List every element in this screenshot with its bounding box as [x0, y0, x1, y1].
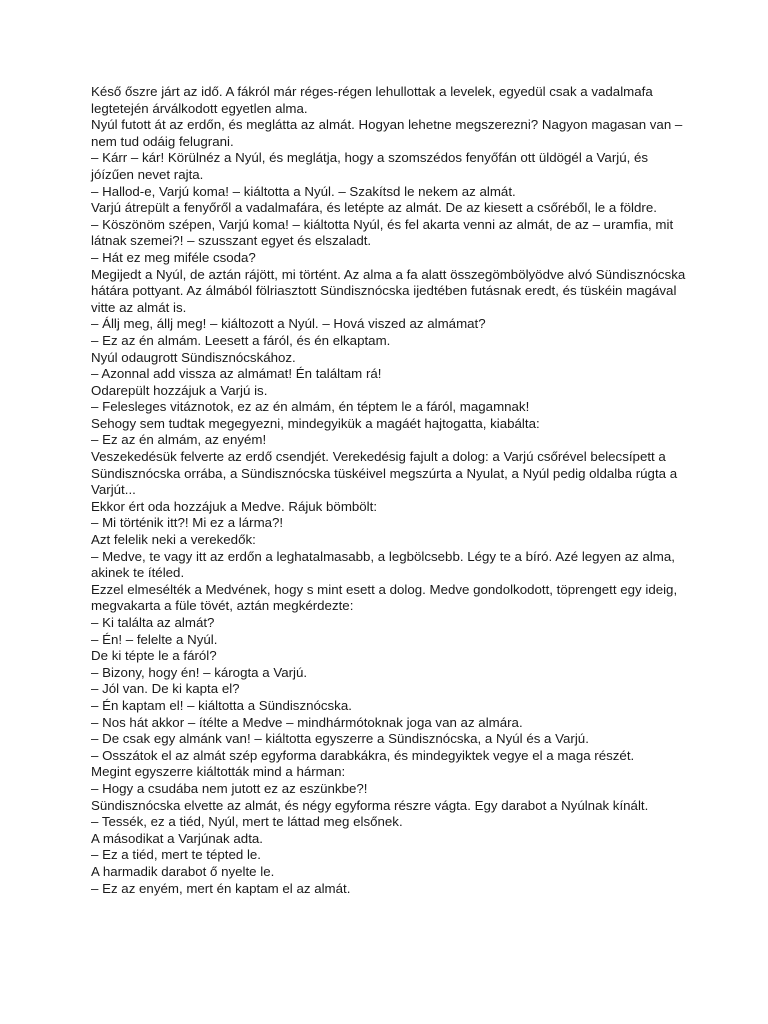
- paragraph: – Ez az enyém, mert én kaptam el az almát.: [91, 880, 351, 896]
- paragraph: A harmadik darabot ő nyelte le.: [91, 863, 275, 879]
- paragraph: – Mi történik itt?! Mi ez a lárma?!: [91, 515, 284, 531]
- paragraph: – Én kaptam el! – kiáltotta a Sündisznócska.: [91, 697, 352, 713]
- paragraph: – Hallod-e, Varjú koma! – kiáltotta a Nyúl. – Szakítsd le nekem az almát.: [91, 183, 516, 199]
- paragraph: – Felesleges vitáznotok, ez az én almám, én téptem le a fáról, magamnak!: [91, 399, 530, 415]
- paragraph: – Köszönöm szépen, Varjú koma! – kiáltotta Nyúl, és fel akarta venni az almát, de az – uramfia, mit látnak szemei?! – szusszant egyet és elszaladt.: [91, 216, 674, 249]
- paragraph: – Hát ez meg miféle csoda?: [91, 249, 256, 265]
- paragraph: – Ki találta az almát?: [91, 615, 215, 630]
- paragraph: Odarepült hozzájuk a Varjú is.: [91, 382, 268, 398]
- paragraph: – Bizony, hogy én! – károgta a Varjú.: [91, 664, 308, 680]
- paragraph: – Állj meg, állj meg! – kiáltozott a Nyúl. – Hová viszed az almámat?: [91, 316, 486, 332]
- paragraph: – Kárr – kár! Körülnéz a Nyúl, és meglátja, hogy a szomszédos fenyőfán ott üldögél a Varjú, és jóízűen nevet rajta.: [91, 150, 649, 182]
- paragraph: – Osszátok el az almát szép egyforma darabkákra, és mindegyiktek vegye el a maga részét.: [91, 747, 635, 763]
- paragraph: Varjú átrepült a fenyőről a vadalmafára, és letépte az almát. De az kiesett a csőréből, le a földre.: [91, 200, 657, 216]
- paragraph: Ezzel elmesélték a Medvének, hogy s mint esett a dolog. Medve gondolkodott, töprengett egy ideig, megvakarta a füle tövét, aztán megkérdezte:: [91, 581, 678, 614]
- story-text: [91, 84, 691, 897]
- paragraph: Veszekedésük felverte az erdő csendjét. Verekedésig fajult a dolog: a Varjú csőrével belecsípett a Sündisznócska orrába, a Sündisznócska tüskéivel megszúrta a Nyulat, a Nyúl pedig oldalba rúgta a Varjút...: [91, 449, 678, 498]
- paragraph: Azt felelik neki a verekedők:: [91, 532, 256, 548]
- paragraph: Ekkor ért oda hozzájuk a Medve. Rájuk bömbölt:: [91, 498, 378, 514]
- paragraph: – Jól van. De ki kapta el?: [91, 681, 240, 697]
- paragraph: – Hogy a csudába nem jutott ez az eszünkbe?!: [91, 780, 368, 796]
- paragraph: A másodikat a Varjúnak adta.: [91, 830, 263, 846]
- paragraph: – Nos hát akkor – ítélte a Medve – mindhármótoknak joga van az almára.: [91, 714, 523, 730]
- paragraph: Sehogy sem tudtak megegyezni, mindegyikük a magáét hajtogatta, kiabálta:: [91, 415, 540, 431]
- paragraph: – De csak egy almánk van! – kiáltotta egyszerre a Sündisznócska, a Nyúl és a Varjú.: [91, 731, 589, 747]
- paragraph: – Ez az én almám. Leesett a fáról, és én elkaptam.: [91, 332, 391, 348]
- paragraph: Késő őszre járt az idő. A fákról már réges-régen lehullottak a levelek, egyedül csak a vadalmafa legtetején árválkodott egyetlen alma.: [91, 84, 653, 116]
- paragraph: De ki tépte le a fáról?: [91, 648, 217, 664]
- paragraph: Nyúl futott át az erdőn, és meglátta az almát. Hogyan lehetne megszerezni? Nagyon magasan van – nem tud odáig felugrani.: [91, 117, 683, 149]
- paragraph: Megint egyszerre kiáltották mind a hárman:: [91, 764, 346, 780]
- paragraph: – Én! – felelte a Nyúl.: [91, 631, 218, 647]
- paragraph: Nyúl odaugrott Sündisznócskához.: [91, 349, 296, 365]
- paragraph: Sündisznócska elvette az almát, és négy egyforma részre vágta. Egy darabot a Nyúlnak kínált.: [91, 797, 649, 813]
- paragraph: – Ez a tiéd, mert te tépted le.: [91, 847, 261, 863]
- paragraph: Megijedt a Nyúl, de aztán rájött, mi történt. Az alma a fa alatt összegömbölyödve alvó Sündisznócska hátára pottyant. Az álmából fölriasztott Sündisznócska ijedtében futásnak eredt, és tüskéin magával vitte az almát is.: [91, 266, 686, 315]
- paragraph: – Medve, te vagy itt az erdőn a leghatalmasabb, a legbölcsebb. Légy te a bíró. Azé legyen az alma, akinek te ítéled.: [91, 548, 675, 581]
- paragraph: – Azonnal add vissza az almámat! Én találtam rá!: [91, 366, 382, 382]
- paragraph: – Ez az én almám, az enyém!: [91, 432, 267, 448]
- paragraph: – Tessék, ez a tiéd, Nyúl, mert te láttad meg elsőnek.: [91, 814, 403, 830]
